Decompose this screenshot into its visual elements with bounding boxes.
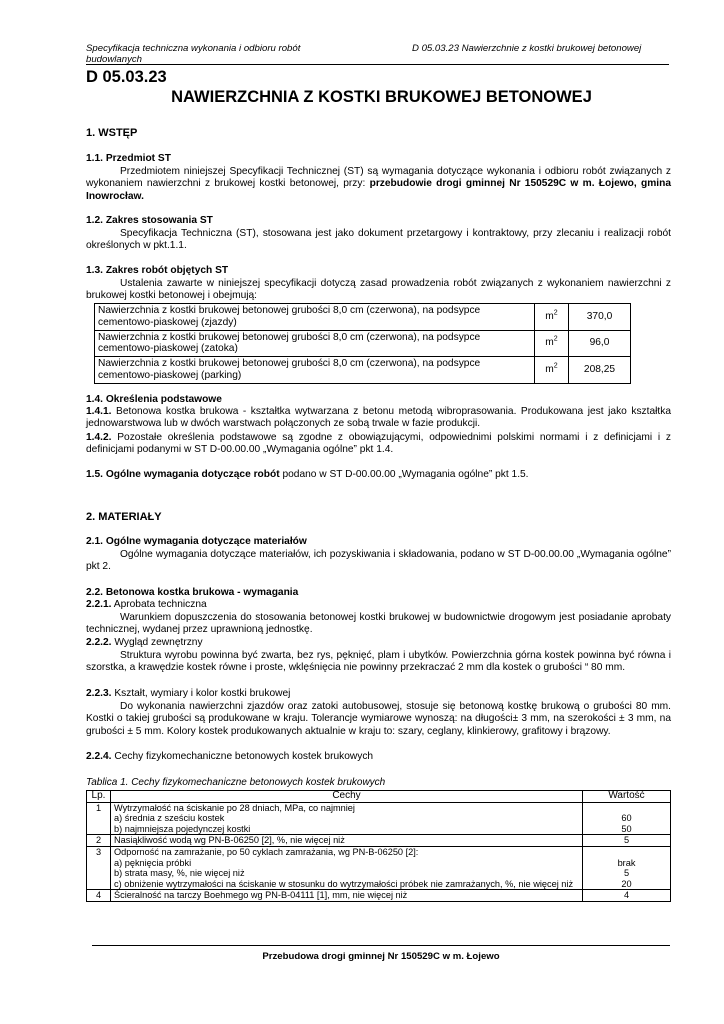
section-1-4-1-body: Betonowa kostka brukowa - kształtka wytwarzana z betonu metodą wibroprasowania. Produkowana jest jako kształtka jednowarstwowa lub w dwóch warstwach połączonych ze sobą trwale w fazie produkcji. <box>86 406 671 430</box>
section-1-4-2-body: Pozostałe określenia podstawowe są zgodne z obowiązującymi, odpowiednimi polskimi normami i z definicjami i z definicjami podanymi w ST D-00.00.00 „Wymagania ogólne” pkt 1.4. <box>86 432 671 456</box>
footer-divider <box>92 945 670 946</box>
table-row <box>87 846 671 889</box>
section-1-5-heading: 1.5. Ogólne wymagania dotyczące robót <box>86 469 280 480</box>
section-2-2-3-text: Do wykonania nawierzchni zjazdów oraz zatoki autobusowej, stosuje się betonową kostkę brukową o grubości 80 mm. Kostki o takiej grubości są produkowane w kraju. Tolerancje wymiarowe wynoszą: na długości± 3 mm, na szerokości ± 3 mm, na grubości ± 5 mm. Kolory kostek produkowanych aktualnie w kraju to: szary, ceglany, klinkierowy, grafitowy i brązowy. <box>86 701 671 737</box>
section-1-1-heading: 1.1. Przedmiot ST <box>86 153 171 164</box>
section-2-heading: 2. MATERIAŁY <box>86 511 162 523</box>
section-2-2-1-number: 2.2.1. <box>86 599 112 610</box>
row-cechy <box>111 890 583 902</box>
scope-unit: $m^2$ <box>535 357 569 384</box>
table-row <box>87 835 671 847</box>
row-value: brak <box>617 857 636 868</box>
section-1-2-text: Specyfikacja Techniczna (ST), stosowana jest jako dokument przetargowy i kontraktowy, przy zlecaniu i realizacji robót określonych w pkt.1.1. <box>86 228 671 252</box>
document-code: D 05.03.23 <box>86 68 167 86</box>
scope-unit: $m^2$ <box>535 330 569 357</box>
section-2-2-2-text: Struktura wyrobu powinna być zwarta, bez rys, pęknięć, plam i ubytków. Powierzchnia górna kostek powinna być równa i szorstka, a krawędzie kostek równe i proste, wklęśnięcia nie powinny przekraczać 2 mm dla kostek o grubości “ 80 mm. <box>86 650 671 674</box>
table-row <box>87 890 671 902</box>
row-line: b) najmniejsza pojedynczej kostki <box>114 823 251 834</box>
section-1-4-1-text <box>86 406 671 431</box>
column-header-cechy: Cechy <box>111 791 583 803</box>
row-line: a) pęknięcia próbki <box>114 857 192 868</box>
row-lp: 2 <box>87 835 111 847</box>
scope-desc: Nawierzchnia z kostki brukowej betonowej grubości 8,0 cm (czerwona), na podsypce cementowo-piaskowej (parking) <box>95 357 535 384</box>
section-1-3-text: Ustalenia zawarte w niniejszej specyfikacji dotyczą zasad prowadzenia robót związanych z wykonaniem nawierzchni z brukowej kostki betonowej i obejmują: <box>86 278 671 302</box>
table-row <box>95 330 631 357</box>
row-value: 5 <box>623 868 630 879</box>
row-line: Odporność na zamrażanie, po 50 cyklach zamrażania, wg PN-B-06250 [2]: <box>114 846 419 857</box>
row-cechy <box>111 846 583 889</box>
section-2-2-3-number: 2.2.3. <box>86 688 112 699</box>
table-row <box>95 304 631 331</box>
document-title: NAWIERZCHNIA Z KOSTKI BRUKOWEJ BETONOWEJ <box>171 88 592 106</box>
properties-table <box>86 790 671 902</box>
section-2-2-4-title: Cechy fizykomechaniczne betonowych kostek brukowych <box>111 751 374 762</box>
section-1-1-text <box>86 166 671 203</box>
scope-table <box>94 303 631 384</box>
row-value: 20 <box>621 878 632 889</box>
row-line: Ścieralność na tarczy Boehmego wg PN-B-04111 [1], mm, nie więcej niż <box>114 890 408 901</box>
section-1-3-heading: 1.3. Zakres robót objętych ST <box>86 265 229 276</box>
section-2-2-1-title: Aprobata techniczna <box>111 599 207 610</box>
scope-desc: Nawierzchnia z kostki brukowej betonowej grubości 8,0 cm (czerwona), na podsypce cementowo-piaskowej (zjazdy) <box>95 304 535 331</box>
section-1-4-1-number: 1.4.1. <box>86 406 112 417</box>
row-lp: 3 <box>87 846 111 889</box>
section-1-1-bold: przebudowie drogi gminnej Nr 150529C w m. Łojewo, gmina Inowrocław. <box>86 178 671 202</box>
row-line: b) strata masy, %, nie więcej niż <box>114 868 245 879</box>
scope-value: 370,0 <box>569 304 631 331</box>
header-divider <box>86 64 669 65</box>
section-2-2-2-number: 2.2.2. <box>86 637 112 648</box>
row-wartosc <box>583 835 671 847</box>
section-2-2-4-number: 2.2.4. <box>86 751 112 762</box>
row-wartosc <box>583 846 671 889</box>
row-cechy <box>111 802 583 835</box>
row-value: 4 <box>623 890 630 901</box>
table-row <box>87 802 671 835</box>
section-2-2-4-label <box>86 751 671 763</box>
section-2-2-2-title: Wygląd zewnętrzny <box>111 637 203 648</box>
scope-value: 208,25 <box>569 357 631 384</box>
row-line: c) obniżenie wytrzymałości na ściskanie w stosunku do wytrzymałości próbek nie zamrażanych, %, nie więcej niż <box>114 878 574 889</box>
section-2-2-2-label <box>86 637 671 649</box>
table-1-caption: Tablica 1. Cechy fizykomechaniczne betonowych kostek brukowych <box>86 777 386 788</box>
section-2-2-heading: 2.2. Betonowa kostka brukowa - wymagania <box>86 587 299 598</box>
row-wartosc <box>583 802 671 835</box>
row-wartosc <box>583 890 671 902</box>
section-1-4-2-text <box>86 432 671 457</box>
column-header-wartosc: Wartość <box>583 791 671 803</box>
scope-value: 96,0 <box>569 330 631 357</box>
row-lp: 4 <box>87 890 111 902</box>
table-row <box>95 357 631 384</box>
section-2-2-3-label <box>86 688 671 700</box>
header-left: Specyfikacja techniczna wykonania i odbioru robót budowlanych <box>86 43 301 65</box>
section-2-1-text: Ogólne wymagania dotyczące materiałów, ich pozyskiwania i składowania, podano w ST D-00.00.00 „Wymagania ogólne” pkt 2. <box>86 549 671 573</box>
row-value: 50 <box>621 823 632 834</box>
row-value: 60 <box>621 813 632 824</box>
section-2-2-1-label <box>86 599 671 611</box>
section-2-2-3-title: Kształt, wymiary i kolor kostki brukowej <box>111 688 291 699</box>
column-header-lp: Lp. <box>87 791 111 803</box>
row-lp: 1 <box>87 802 111 835</box>
section-1-5-text <box>86 469 671 481</box>
row-value: 5 <box>623 835 630 846</box>
row-line: a) średnia z sześciu kostek <box>114 813 225 824</box>
section-1-5-body: podano w ST D-00.00.00 „Wymagania ogólne” pkt 1.5. <box>279 469 529 480</box>
row-line: Nasiąkliwość wodą wg PN-B-06250 [2], %, nie więcej niż <box>114 835 345 846</box>
section-2-1-heading: 2.1. Ogólne wymagania dotyczące materiałów <box>86 536 307 547</box>
section-1-4-2-number: 1.4.2. <box>86 432 112 443</box>
header-right: D 05.03.23 Nawierzchnie z kostki brukowej betonowej <box>412 43 642 54</box>
scope-desc: Nawierzchnia z kostki brukowej betonowej grubości 8,0 cm (czerwona), na podsypce cementowo-piaskowej (zatoka) <box>95 330 535 357</box>
section-1-1-body: Przedmiotem niniejszej Specyfikacji Technicznej (ST) są wymagania dotyczące wykonania i odbioru robót związanych z wykonaniem nawierzchni z brukowej kostki betonowej, przy: <box>86 166 671 190</box>
section-1-heading: 1. WSTĘP <box>86 127 138 139</box>
table-header-row <box>87 791 671 803</box>
section-1-4-heading: 1.4. Określenia podstawowe <box>86 394 222 405</box>
row-line: Wytrzymałość na ściskanie po 28 dniach, MPa, co najmniej <box>114 802 355 813</box>
section-2-2-1-text: Warunkiem dopuszczenia do stosowania betonowej kostki brukowej w budownictwie drogowym jest posiadanie aprobaty technicznej, wydanej przez uprawnioną jednostkę. <box>86 612 671 636</box>
row-value <box>586 847 667 858</box>
footer-text: Przebudowa drogi gminnej Nr 150529C w m. Łojewo <box>262 951 500 962</box>
section-1-2-heading: 1.2. Zakres stosowania ST <box>86 215 213 226</box>
row-value <box>586 803 667 814</box>
scope-unit: $m^2$ <box>535 304 569 331</box>
row-cechy <box>111 835 583 847</box>
